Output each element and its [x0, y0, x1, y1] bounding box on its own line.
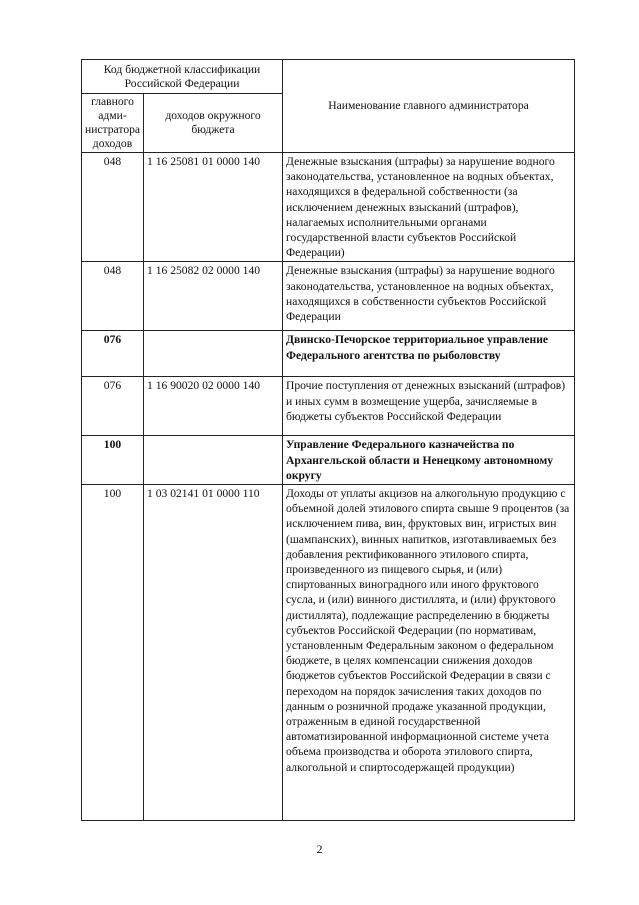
administrator-name-cell: Доходы от уплаты акцизов на алкогольную продукцию с объемной долей этилового спирта свыше 9 процентов (за исключением пива, вин, фруктовых вин, игристых вин (шампанских), винных напитков, изготавливаемых без добавления ректификованного этилового спирта, произведенного из пищевого сырья, и (или) спиртованных виноградного или иного фруктового сусла, и (или) винного дистиллята, и (или) фруктового дистиллята), подлежащие распределению в бюджеты субъектов Российской Федерации (по нормативам, установленным Федеральным законом о федеральном бюджете, в целях компенсации снижения доходов бюджетов субъектов Российской Федерации в связи с переходом на порядок зачисления таких доходов по данным о розничной продаже указанной продукции, отраженным в единой государственной автоматизированной информационной системе учета объема производства и оборота этилового спирта, алкогольной и спиртосодержащей продукции) [283, 485, 575, 821]
table-row [82, 485, 575, 821]
header-admin-column: главного адми-нистратора доходов [82, 94, 144, 153]
administrator-name-cell: Денежные взыскания (штрафы) за нарушение водного законодательства, установленное на водных объектах, находящихся в федеральной собственности (за исключением денежных взысканий (штрафов), налагаемых исполнительными органами государственной власти субъектов Российской Федерации) [283, 153, 575, 262]
header-name-column: Наименование главного администратора [283, 60, 575, 153]
admin-code-cell: 076 [82, 377, 144, 436]
admin-code-cell: 076 [82, 331, 144, 377]
page-number: 2 [316, 842, 323, 856]
table-row [82, 262, 575, 331]
table-row [82, 377, 575, 436]
administrator-name-cell: Денежные взыскания (штрафы) за нарушение водного законодательства, установленное на водных объектах, находящихся в собственности субъектов Российской Федерации [283, 262, 575, 331]
income-code-cell: 1 16 25082 02 0000 140 [144, 262, 283, 331]
admin-code-cell: 048 [82, 262, 144, 331]
administrator-name-cell: Прочие поступления от денежных взысканий (штрафов) и иных сумм в возмещение ущерба, зачисляемые в бюджеты субъектов Российской Федерации [283, 377, 575, 436]
header-budget-code-group: Код бюджетной классификации Российской Федерации [82, 60, 283, 94]
administrator-name-cell: Двинско-Печорское территориальное управление Федерального агентства по рыболовству [283, 331, 575, 377]
header-income-column: доходов окружного бюджета [144, 94, 283, 153]
income-code-cell [144, 436, 283, 485]
admin-code-cell: 100 [82, 436, 144, 485]
income-code-cell [144, 331, 283, 377]
administrator-name-cell: Управление Федерального казначейства по Архангельской области и Ненецкому автономному округу [283, 436, 575, 485]
table-row [82, 153, 575, 262]
admin-code-cell: 048 [82, 153, 144, 262]
income-code-cell: 1 16 90020 02 0000 140 [144, 377, 283, 436]
budget-classification-table [81, 59, 575, 821]
table-row [82, 331, 575, 377]
income-code-cell: 1 03 02141 01 0000 110 [144, 485, 283, 821]
table-row [82, 436, 575, 485]
income-code-cell: 1 16 25081 01 0000 140 [144, 153, 283, 262]
admin-code-cell: 100 [82, 485, 144, 821]
